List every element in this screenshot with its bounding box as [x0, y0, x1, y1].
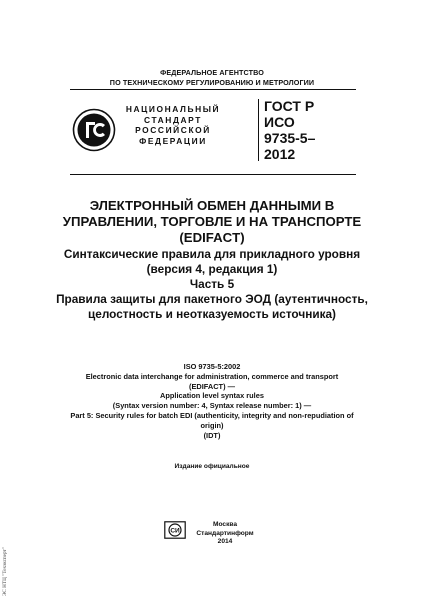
english-line-7: origin) [200, 420, 224, 430]
part-title-line-2: целостность и неотказуемость источника) [88, 306, 336, 321]
part-title-line-1: Правила защиты для пакетного ЭОД (аутентичность, [56, 291, 368, 306]
natl-line-3: РОССИЙСКОЙ [135, 125, 211, 136]
designation-line-4: 2012 [264, 146, 296, 162]
english-line-2: Electronic data interchange for administration, commerce and transport [85, 371, 339, 381]
source-watermark: ЭС НТЦ "Техэксперт" [2, 547, 8, 596]
standard-designation [264, 98, 315, 162]
publisher-name: Стандартинформ [196, 529, 254, 537]
middle-divider [70, 174, 356, 175]
iso-reference: ISO 9735-5:2002 [183, 362, 241, 371]
subtitle-line-2: (версия 4, редакция 1) [146, 261, 278, 276]
top-divider [70, 89, 356, 90]
equivalence-marker: (IDT) [203, 430, 221, 440]
subtitle-line-1: Синтаксические правила для прикладного уровня [63, 246, 361, 261]
agency-line-1: ФЕДЕРАЛЬНОЕ АГЕНТСТВО [160, 68, 264, 77]
agency-name [0, 68, 424, 87]
natl-line-2: СТАНДАРТ [144, 114, 202, 125]
agency-line-2: ПО ТЕХНИЧЕСКОМУ РЕГУЛИРОВАНИЮ И МЕТРОЛОГИИ [109, 77, 315, 87]
national-standard-label [118, 104, 228, 146]
designation-line-1: ГОСТ Р [264, 98, 315, 114]
title-line-2: УПРАВЛЕНИИ, ТОРГОВЛЕ И НА ТРАНСПОРТЕ [62, 214, 362, 230]
english-line-6: Part 5: Security rules for batch EDI (authenticity, integrity and non-repudiation of [70, 410, 354, 420]
title-line-3: (EDIFACT) [179, 230, 245, 246]
designation-line-2: ИСО [264, 114, 295, 130]
publication-year: 2014 [217, 538, 233, 546]
natl-line-4: ФЕДЕРАЦИИ [139, 135, 207, 146]
title-line-1: ЭЛЕКТРОННЫЙ ОБМЕН ДАННЫМИ В [89, 198, 335, 213]
english-line-5: (Syntax version number: 4, Syntax release number: 1) — [112, 401, 312, 411]
publisher-info [190, 521, 260, 547]
gost-emblem-icon [72, 108, 116, 152]
publisher-city: Москва [212, 521, 238, 528]
designation-line-3: 9735-5– [264, 130, 316, 146]
english-line-3: (EDIFACT) — [189, 381, 235, 391]
publisher-logo-icon [164, 521, 186, 539]
header-vertical-divider [258, 99, 259, 161]
part-number: Часть 5 [189, 276, 235, 291]
official-edition-label: Издание официальное [174, 463, 250, 470]
english-title-block [20, 362, 404, 440]
english-line-4: Application level syntax rules [160, 391, 264, 401]
publisher-logo-text: СИ [170, 527, 180, 535]
natl-line-1: НАЦИОНАЛЬНЫЙ [125, 104, 221, 114]
document-title [20, 198, 404, 322]
